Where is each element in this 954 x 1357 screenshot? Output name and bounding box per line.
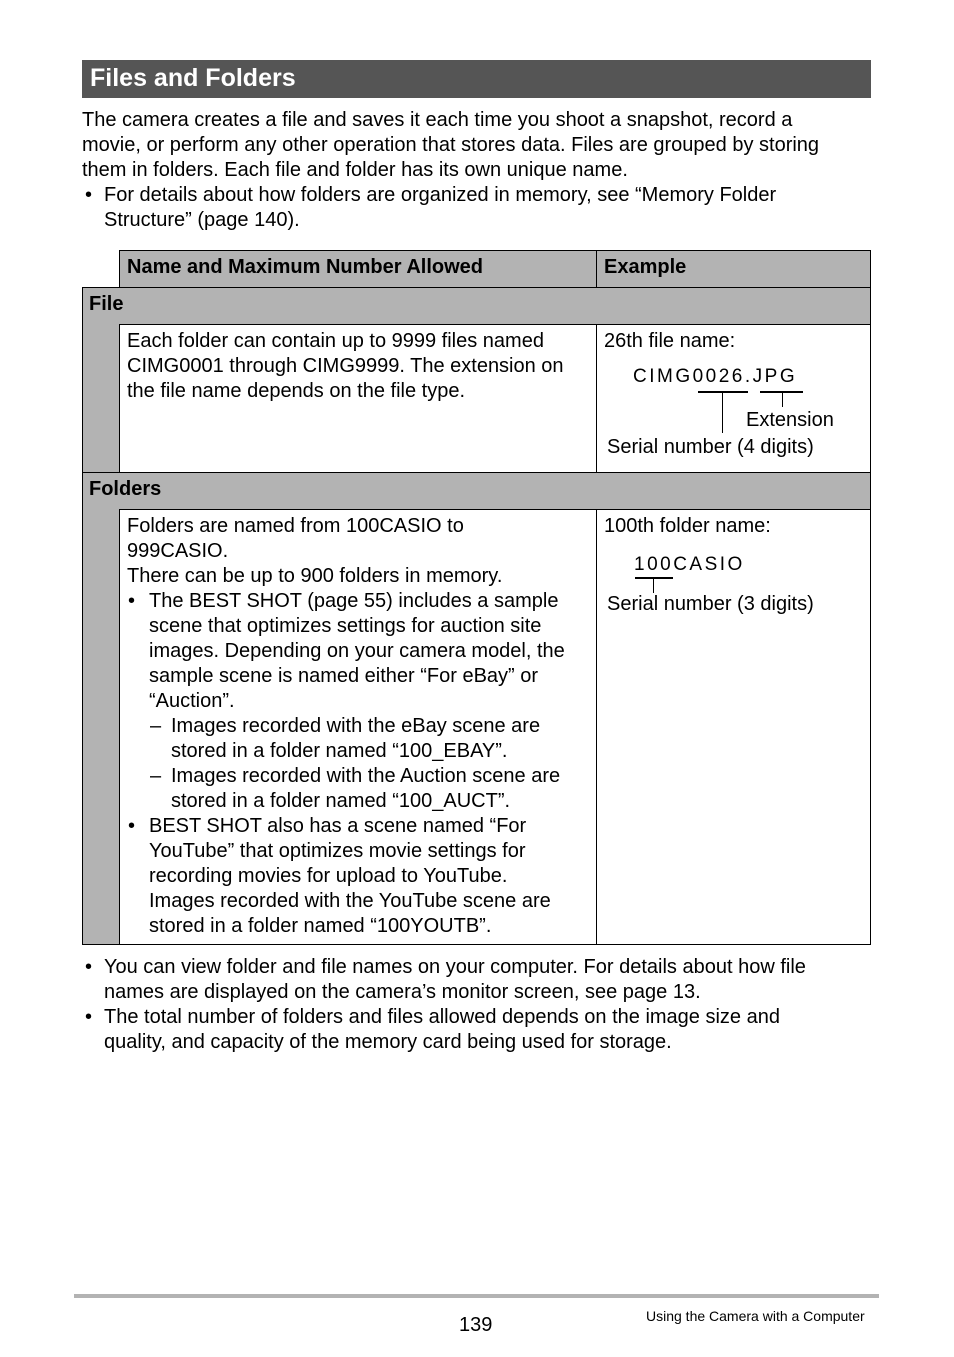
folder-desc-line: There can be up to 900 folders in memory. [127,565,503,587]
callout-serial-3: Serial number (3 digits) [607,593,814,615]
intro-bullet-line: For details about how folders are organized in memory, see “Memory Folder [104,184,777,206]
extension-leader [782,392,783,407]
file-indent-band [82,324,119,472]
folder-serial-leader [653,578,654,593]
bullet-dot: • [85,1006,93,1028]
dash-mark: – [150,765,162,787]
bullet-dot: • [85,956,93,978]
footer-rule [74,1294,879,1298]
section-heading-bar [82,60,871,98]
note-line: The total number of folders and files allowed depends on the image size and [104,1006,780,1028]
intro-paragraph [82,108,872,233]
bullet-line: recording movies for upload to YouTube. [149,865,508,887]
intro-line: The camera creates a file and saves it each time you shoot a snapshot, record a [82,109,793,131]
bottom-notes [82,955,872,1055]
file-desc-line: CIMG0001 through CIMG9999. The extension on [127,355,564,377]
folder-desc-line: 999CASIO. [127,540,229,562]
note-bullet [82,955,872,1005]
serial-leader [722,392,723,433]
header-example: Example [604,256,687,278]
folder-serial-bracket [635,577,673,579]
dash-line: stored in a folder named “100_EBAY”. [171,740,508,762]
bullet-line: “Auction”. [149,690,235,712]
bullet-dot: • [128,815,136,837]
dash-mark: – [150,715,162,737]
file-description [127,329,592,404]
folder-bullet-1 [127,589,592,714]
callout-extension: Extension [746,409,834,431]
folders-section-label: Folders [89,478,162,500]
callout-serial-4: Serial number (4 digits) [607,436,814,458]
bullet-dot: • [85,184,93,206]
dash-line: Images recorded with the Auction scene are [171,765,561,787]
folder-example-label: 100th folder name: [604,515,771,537]
files-folders-table [82,250,871,945]
page-number: 139 [459,1314,493,1336]
footer-section-title: Using the Camera with a Computer [646,1308,865,1324]
intro-bullet-line: Structure” (page 140). [104,209,300,231]
folder-dash-2 [127,764,592,814]
file-example-name: CIMG0026.JPG [633,366,798,387]
folder-dash-1 [127,714,592,764]
bullet-line: YouTube” that optimizes movie settings for [149,840,526,862]
file-example-label: 26th file name: [604,330,736,352]
file-section-label: File [89,293,124,315]
note-line: quality, and capacity of the memory card being used for storage. [104,1031,672,1053]
dash-line: Images recorded with the eBay scene are [171,715,541,737]
folder-desc-line: Folders are named from 100CASIO to [127,515,464,537]
file-desc-line: Each folder can contain up to 9999 files named [127,330,544,352]
file-desc-line: the file name depends on the file type. [127,380,466,402]
file-section-band [82,287,871,324]
note-bullet [82,1005,872,1055]
intro-bullet [82,183,872,233]
serial-bracket [698,391,748,393]
section-heading: Files and Folders [90,64,296,92]
folders-indent-band [82,509,119,945]
bullet-line: stored in a folder named “100YOUTB”. [149,915,492,937]
intro-line: them in folders. Each file and folder has its own unique name. [82,159,628,181]
bullet-line: images. Depending on your camera model, the [149,640,565,662]
bullet-line: sample scene is named either “For eBay” or [149,665,539,687]
bullet-line: The BEST SHOT (page 55) includes a sample [149,590,559,612]
folder-example-name: 100CASIO [634,554,745,575]
note-line: names are displayed on the camera’s monitor screen, see page 13. [104,981,701,1003]
folders-section-band [82,472,871,509]
folder-bullet-2 [127,814,592,939]
folders-description [127,514,592,939]
note-line: You can view folder and file names on your computer. For details about how file [104,956,806,978]
bullet-line: scene that optimizes settings for auction site [149,615,542,637]
bullet-dot: • [128,590,136,612]
header-name-max: Name and Maximum Number Allowed [127,256,483,278]
bullet-line: BEST SHOT also has a scene named “For [149,815,527,837]
intro-line: movie, or perform any other operation that stores data. Files are grouped by storing [82,134,820,156]
bullet-line: Images recorded with the YouTube scene are [149,890,551,912]
dash-line: stored in a folder named “100_AUCT”. [171,790,511,812]
